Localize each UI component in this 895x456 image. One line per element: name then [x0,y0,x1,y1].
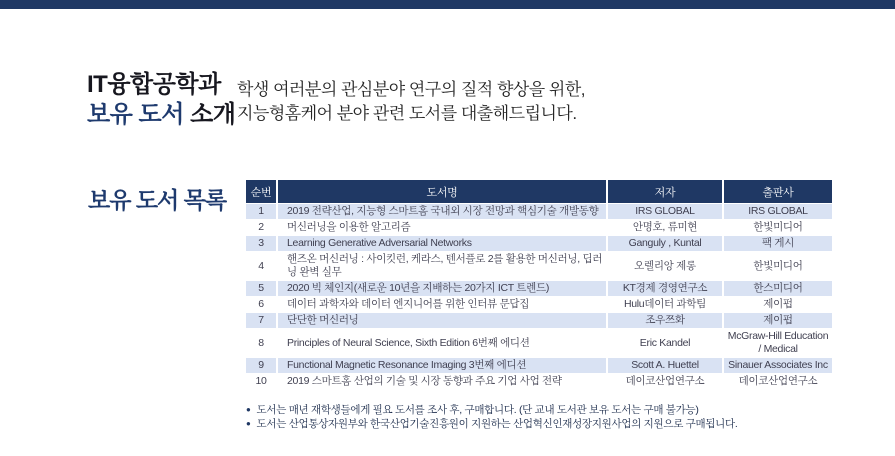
top-accent-bar [0,0,895,9]
cell-no: 7 [246,313,276,328]
cell-title: Principles of Neural Science, Sixth Edition 6번째 에디션 [278,329,606,357]
footnotes [246,403,738,431]
cell-title: 2019 전략산업, 지능형 스마트홈 국내외 시장 전망과 핵심기술 개발동향 [278,204,606,219]
page-title [87,70,235,130]
cell-author: Hulu데이터 과학팀 [608,297,722,312]
footnote-line [246,417,738,431]
table-row [246,281,832,296]
cell-title: 머신러닝을 이용한 알고리즘 [278,220,606,235]
book-table-body [246,204,832,389]
cell-no: 10 [246,374,276,389]
table-row [246,204,832,219]
cell-author: IRS GLOBAL [608,204,722,219]
cell-author: 안명호, 류미현 [608,220,722,235]
cell-no: 3 [246,236,276,251]
cell-publisher: 제이펍 [724,297,832,312]
cell-author: 데이코산업연구소 [608,374,722,389]
page-title-highlight: 보유 도서 [87,101,184,128]
footnote-text: 도서는 매년 재학생들에게 필요 도서를 조사 후, 구매합니다. (단 교내 도서관 보유 도서는 구매 불가능) [256,404,699,416]
intro-description [237,78,585,126]
cell-publisher: 한스미디어 [724,281,832,296]
table-row [246,313,832,328]
cell-title: 핸즈온 머신러닝 : 사이킷런, 케라스, 텐서플로 2를 활용한 머신러닝, 딥러닝 완벽 실무 [278,252,606,280]
cell-publisher: Sinauer Associates Inc [724,358,832,373]
cell-title: 데이터 과학자와 데이터 엔지니어를 위한 인터뷰 문답집 [278,297,606,312]
table-row [246,358,832,373]
footnote-line [246,403,738,417]
cell-author: 오렐리앙 제롱 [608,252,722,280]
book-table [244,179,834,390]
cell-no: 6 [246,297,276,312]
cell-publisher: 데이코산업연구소 [724,374,832,389]
cell-author: 조우쯔화 [608,313,722,328]
cell-no: 4 [246,252,276,280]
cell-publisher: 한빛미디어 [724,252,832,280]
cell-title: Functional Magnetic Resonance Imaging 3번째 에디션 [278,358,606,373]
section-title: 보유 도서 목록 [88,187,227,213]
cell-author: Scott A. Huettel [608,358,722,373]
table-row [246,329,832,357]
cell-no: 2 [246,220,276,235]
cell-publisher: 제이펍 [724,313,832,328]
cell-title: 2019 스마트홈 산업의 기술 및 시장 동향과 주요 기업 사업 전략 [278,374,606,389]
intro-description-line1: 학생 여러분의 관심분야 연구의 질적 향상을 위한, [237,80,586,99]
cell-no: 5 [246,281,276,296]
table-row [246,220,832,235]
cell-author: Eric Kandel [608,329,722,357]
header-row [246,180,832,203]
column-header-author: 저자 [608,180,722,203]
page-title-line1: IT융합공학과 [87,71,221,98]
table-row [246,252,832,280]
cell-no: 8 [246,329,276,357]
cell-publisher: 팩 게시 [724,236,832,251]
cell-author: Ganguly , Kuntal [608,236,722,251]
cell-no: 9 [246,358,276,373]
intro-description-line2: 지능형홈케어 분야 관련 도서를 대출해드립니다. [237,104,577,123]
table-row [246,374,832,389]
cell-title: 2020 빅 체인지(새로운 10년을 지배하는 20가지 ICT 트렌드) [278,281,606,296]
footnote-text: 도서는 산업통상자원부와 한국산업기술진흥원이 지원하는 산업혁신인재성장지원사업의 지원으로 구매됩니다. [256,418,738,430]
bullet-icon: ● [246,419,251,428]
page-title-rest: 소개 [183,101,236,128]
bullet-icon: ● [246,405,251,414]
cell-no: 1 [246,204,276,219]
column-header-no: 순번 [246,180,276,203]
book-table-header [246,180,832,203]
cell-title: Learning Generative Adversarial Networks [278,236,606,251]
page-title-line2 [87,100,235,130]
column-header-title: 도서명 [278,180,606,203]
cell-publisher: 한빛미디어 [724,220,832,235]
table-row [246,297,832,312]
cell-publisher: McGraw-Hill Education / Medical [724,329,832,357]
table-row [246,236,832,251]
column-header-publisher: 출판사 [724,180,832,203]
cell-author: KT경제 경영연구소 [608,281,722,296]
cell-publisher: IRS GLOBAL [724,204,832,219]
cell-title: 단단한 머신러닝 [278,313,606,328]
